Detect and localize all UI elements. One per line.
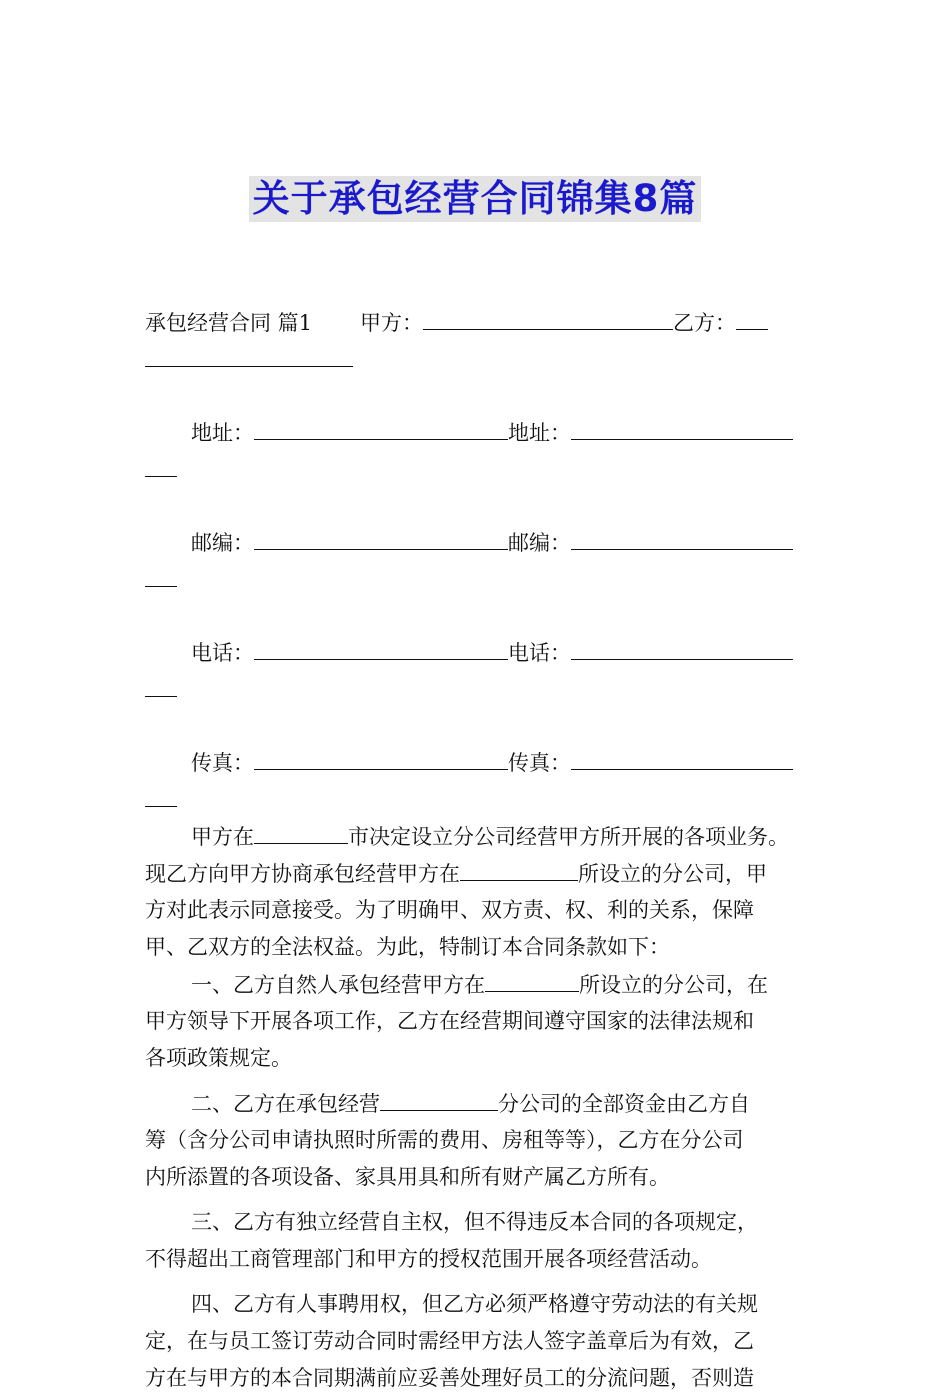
clause-1 <box>145 966 810 1077</box>
party-b-label: 乙方： <box>673 311 737 335</box>
clause-4-line-3: 方在与甲方的本合同期满前应妥善处理好员工的分流问题，否则造 <box>145 1366 754 1390</box>
address-label-a: 地址： <box>191 421 254 445</box>
address-blank-cont <box>145 451 177 477</box>
phone-blank-cont <box>145 671 177 697</box>
postcode-blank-cont <box>145 561 177 587</box>
clause-2-line-2: 筹（含分公司申请执照时所需的费用、房租等等），乙方在分公司 <box>145 1128 744 1152</box>
intro-text-1a: 甲方在 <box>191 825 254 849</box>
intro-line-3: 方对此表示同意接受。为了明确甲、双方责、权、利的关系，保障 <box>145 898 754 922</box>
party-b-blank-cont <box>145 341 353 367</box>
phone-blank-continued <box>145 671 810 708</box>
clause-2 <box>145 1085 810 1196</box>
contract-header-line <box>145 304 810 341</box>
intro-text-2a: 现乙方向甲方协商承包经营甲方在 <box>145 862 460 886</box>
fax-blank-a <box>254 744 508 770</box>
address-blank-a <box>254 414 508 440</box>
clause-1-line-3: 各项政策规定。 <box>145 1046 292 1070</box>
address-blank-continued <box>145 451 810 488</box>
intro-text-2b: 所设立的分公司，甲 <box>578 862 767 886</box>
postcode-label-a: 邮编： <box>191 531 254 555</box>
clause-3-line-1: 三、乙方有独立经营自主权，但不得违反本合同的各项规定， <box>191 1210 758 1234</box>
clause-4 <box>145 1286 810 1397</box>
clause-1-line-1 <box>145 966 810 1003</box>
location-blank <box>460 855 578 881</box>
clause-2-blank <box>380 1085 498 1111</box>
phone-blank-b <box>571 634 793 660</box>
intro-line-1 <box>145 818 810 855</box>
clause-2-text-1a: 二、乙方在承包经营 <box>191 1092 380 1116</box>
clause-1-blank <box>485 966 579 992</box>
clause-2-text-1b: 分公司的全部资金由乙方自 <box>498 1092 750 1116</box>
clause-2-line-3: 内所添置的各项设备、家具用具和所有财产属乙方所有。 <box>145 1165 670 1189</box>
city-blank <box>254 818 348 844</box>
fax-blank-b <box>571 744 793 770</box>
document-title: 关于承包经营合同锦集8篇 <box>249 176 702 222</box>
phone-line <box>145 634 810 671</box>
clause-1-text-1a: 一、乙方自然人承包经营甲方在 <box>191 973 485 997</box>
address-line <box>145 414 810 451</box>
intro-line-2 <box>145 855 810 892</box>
postcode-blank-continued <box>145 561 810 598</box>
fax-line <box>145 744 810 781</box>
intro-text-1b: 市决定设立分公司经营甲方所开展的各项业务。 <box>348 825 789 849</box>
address-label-b: 地址： <box>508 421 571 445</box>
contract-label: 承包经营合同 篇1 <box>145 311 313 335</box>
postcode-blank-a <box>254 524 508 550</box>
clause-1-text-1b: 所设立的分公司，在 <box>579 973 768 997</box>
postcode-label-b: 邮编： <box>508 531 571 555</box>
postcode-line <box>145 524 810 561</box>
party-a-blank <box>423 304 673 330</box>
clause-4-line-1: 四、乙方有人事聘用权，但乙方必须严格遵守劳动法的有关规 <box>191 1292 758 1316</box>
party-b-blank <box>736 304 768 330</box>
phone-label-b: 电话： <box>508 641 571 665</box>
title-block <box>0 176 950 222</box>
intro-paragraph <box>145 818 810 966</box>
phone-label-a: 电话： <box>191 641 254 665</box>
postcode-blank-b <box>571 524 793 550</box>
address-blank-b <box>571 414 793 440</box>
party-a-label: 甲方： <box>360 311 424 335</box>
fax-blank-cont <box>145 781 177 807</box>
clause-3 <box>145 1204 810 1278</box>
phone-blank-a <box>254 634 508 660</box>
clause-3-line-2: 不得超出工商管理部门和甲方的授权范围开展各项经营活动。 <box>145 1247 712 1271</box>
clause-4-line-2: 定，在与员工签订劳动合同时需经甲方法人签字盖章后为有效，乙 <box>145 1329 754 1353</box>
fax-label-a: 传真： <box>191 751 254 775</box>
fax-label-b: 传真： <box>508 751 571 775</box>
document-body <box>145 304 810 1397</box>
intro-line-4: 甲、乙双方的全法权益。为此，特制订本合同条款如下： <box>145 935 670 959</box>
clause-1-line-2: 甲方领导下开展各项工作，乙方在经营期间遵守国家的法律法规和 <box>145 1009 754 1033</box>
clause-2-line-1 <box>145 1085 810 1122</box>
party-b-blank-continued <box>145 341 810 378</box>
fax-blank-continued <box>145 781 810 818</box>
